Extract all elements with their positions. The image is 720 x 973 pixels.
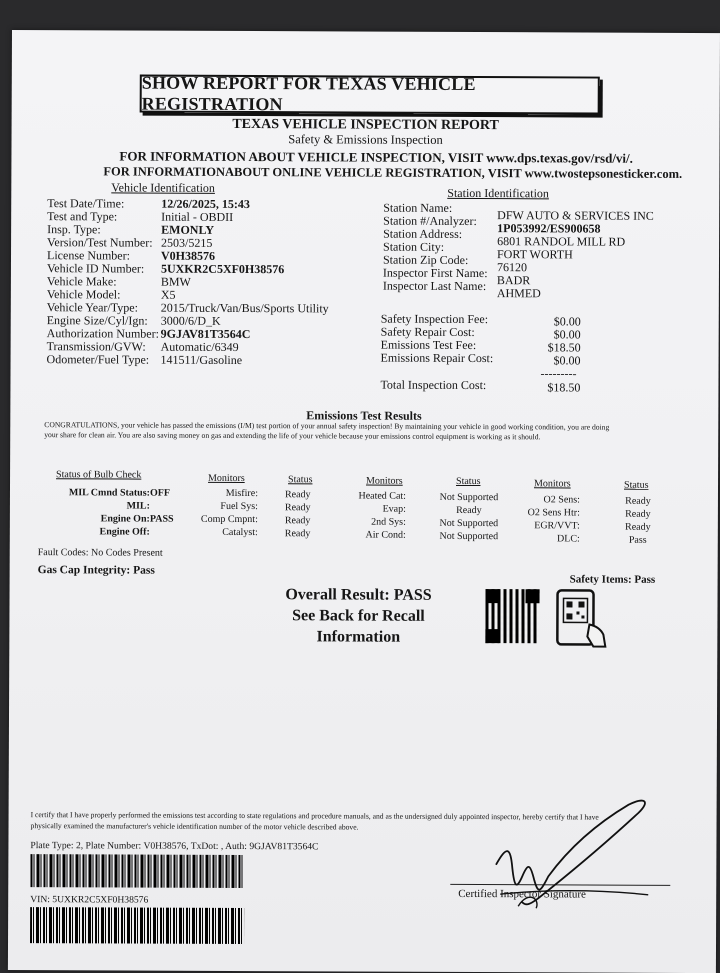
info-line-registration: FOR INFORMATIONABOUT ONLINE VEHICLE REGISTRATION, VISIT www.twostepsonesticker.com. <box>103 164 683 181</box>
label-safety-repair: Safety Repair Cost: <box>380 324 475 340</box>
fee-labels <box>381 313 494 365</box>
label-emissions-fee: Emissions Test Fee: <box>380 337 477 353</box>
value-inspector-last: AHMED <box>496 286 541 301</box>
label-station-address: Station Address: <box>383 226 463 241</box>
value-mil <box>150 500 174 513</box>
monitor-catalyst: Catalyst: <box>222 526 258 539</box>
label-mil: MIL: <box>126 500 150 512</box>
recall-line-2: Information <box>316 628 401 646</box>
value-engine: 3000/6/D_K <box>160 313 221 328</box>
signature-label: Certified Inspector Signature <box>458 887 586 901</box>
status-dlc: Pass <box>628 534 647 546</box>
status-catalyst: Ready <box>284 528 311 540</box>
inspection-report-page <box>8 30 720 973</box>
monitor-o2-sens: O2 Sens: <box>543 494 580 506</box>
recall-line-1: See Back for Recall <box>292 607 425 625</box>
value-insp-type: EMONLY <box>161 222 215 237</box>
phone-scan-icon <box>549 584 613 648</box>
congrats-text-2: your share for clean air. You are also saving money on gas and extending the life of your vehicle because your emissions control equipment is working as it should. <box>44 430 541 442</box>
bulb-values <box>150 487 174 539</box>
certification-text-2: physically examined the manufacturer's vehicle identification number of the motor vehicle described above. <box>30 821 359 832</box>
status-heading-2: Status <box>456 475 481 488</box>
safety-items: Safety Items: Pass <box>569 573 656 586</box>
label-make: Vehicle Make: <box>46 274 117 289</box>
report-title: TEXAS VEHICLE INSPECTION REPORT <box>232 116 499 134</box>
status-col-2 <box>436 491 502 543</box>
gas-cap-integrity: Gas Cap Integrity: Pass <box>37 564 155 577</box>
vehicle-labels <box>47 197 160 366</box>
label-station-analyzer: Station #/Analyzer: <box>383 213 477 229</box>
show-report-banner: SHOW REPORT FOR TEXAS VEHICLE REGISTRATION <box>140 75 600 115</box>
label-vin: Vehicle ID Number: <box>46 261 145 276</box>
value-safety-fee: $0.00 <box>553 314 581 329</box>
label-version: Version/Test Number: <box>47 235 153 250</box>
status-heading-1: Status <box>288 474 313 486</box>
status-col-3 <box>620 495 656 547</box>
overall-result-line: Overall Result: PASS <box>285 586 432 604</box>
value-vin: 5UXKR2C5XF0H38576 <box>160 261 285 277</box>
value-station-zip: 76120 <box>496 260 528 275</box>
label-transmission: Transmission/GVW: <box>46 339 146 354</box>
label-test-type: Test and Type: <box>47 209 118 224</box>
value-transmission: Automatic/6349 <box>160 339 239 354</box>
label-engine: Engine Size/Cyl/Ign: <box>46 313 148 328</box>
value-authorization: 9GJAV81T3564C <box>160 326 251 342</box>
value-odometer: 141511/Gasoline <box>160 352 243 368</box>
status-2nd-sys: Not Supported <box>439 517 499 530</box>
emissions-heading: Emissions Test Results <box>306 408 422 423</box>
status-comp-cmpnt: Ready <box>284 515 311 527</box>
status-air-cond: Not Supported <box>439 530 499 543</box>
vehicle-values <box>161 198 330 368</box>
label-station-name: Station Name: <box>383 200 453 215</box>
label-test-date: Test Date/Time: <box>47 196 125 211</box>
vin-line: VIN: 5UXKR2C5XF0H38576 <box>30 894 149 906</box>
value-station-city: FORT WORTH <box>496 247 573 262</box>
monitors-heading-2: Monitors <box>366 475 403 487</box>
value-year-type: 2015/Truck/Van/Bus/Sports Utility <box>160 300 329 316</box>
value-station-analyzer: 1P053992/ES900658 <box>497 221 601 236</box>
station-labels <box>383 202 488 293</box>
overall-result <box>249 584 467 648</box>
label-insp-type: Insp. Type: <box>47 222 101 237</box>
monitor-misfire: Misfire: <box>225 487 259 500</box>
value-emissions-fee: $18.50 <box>547 340 581 355</box>
monitor-heated-cat: Heated Cat: <box>358 490 406 502</box>
station-identification-heading: Station Identification <box>447 185 549 201</box>
status-o2-sens-htr: Ready <box>625 508 651 520</box>
qr-code <box>485 589 539 643</box>
value-engine-on: PASS <box>149 513 174 525</box>
label-license: License Number: <box>46 248 131 263</box>
value-mil-cmnd: OFF <box>149 487 171 499</box>
status-col-1 <box>285 488 311 540</box>
value-safety-repair: $0.00 <box>553 327 581 342</box>
monitors-col-3 <box>510 493 580 545</box>
label-station-city: Station City: <box>383 239 445 254</box>
value-emissions-repair: $0.00 <box>553 353 581 368</box>
bulb-check-heading: Status of Bulb Check <box>56 469 142 481</box>
monitors-col-1 <box>180 487 258 539</box>
status-evap: Ready <box>456 504 482 517</box>
monitor-o2-sens-htr: O2 Sens Htr: <box>527 507 580 519</box>
monitor-comp-cmpnt: Comp Cmpnt: <box>200 513 258 526</box>
inspector-signature <box>478 794 679 915</box>
bulb-labels <box>34 486 150 539</box>
label-model: Vehicle Model: <box>46 287 121 302</box>
congrats-text-1: CONGRATULATIONS, your vehicle has passed the emissions (I/M) test portion of your annual safety inspection! By maintaining your vehicle in good working condition, you are doing <box>44 420 610 432</box>
label-station-zip: Station Zip Code: <box>382 252 469 267</box>
label-inspector-first: Inspector First Name: <box>382 265 488 281</box>
total-cost-label: Total Inspection Cost: <box>380 377 487 393</box>
label-safety-fee: Safety Inspection Fee: <box>380 311 489 327</box>
status-egr-vvt: Ready <box>625 521 651 533</box>
value-make: BMW <box>160 274 191 289</box>
label-mil-cmnd: MIL Cmnd Status: <box>68 487 151 499</box>
monitor-dlc: DLC: <box>556 533 580 545</box>
fee-values <box>533 315 581 367</box>
value-license: V0H38576 <box>160 248 216 263</box>
label-odometer: Odometer/Fuel Type: <box>46 352 150 367</box>
plate-line: Plate Type: 2, Plate Number: V0H38576, TxDot: , Auth: 9GJAV81T3564C <box>30 840 319 853</box>
value-version: 2503/5215 <box>161 235 213 250</box>
label-engine-on: Engine On: <box>100 513 150 525</box>
fee-separator: --------- <box>540 366 577 381</box>
monitor-egr-vvt: EGR/VVT: <box>534 520 580 532</box>
monitor-fuel-sys: Fuel Sys: <box>220 500 258 513</box>
label-year-type: Vehicle Year/Type: <box>46 300 138 315</box>
certification-text-1: I certify that I have properly performed the emissions test according to state regulations and procedure manuals, and as the undersigned duly appointed inspector, hereby certify that I have <box>30 810 599 822</box>
info-line-inspection: FOR INFORMATION ABOUT VEHICLE INSPECTION, VISIT www.dps.texas.gov/rsd/vi/. <box>119 148 633 166</box>
label-emissions-repair: Emissions Repair Cost: <box>380 350 494 366</box>
total-cost-value: $18.50 <box>547 380 581 395</box>
label-authorization: Authorization Number: <box>46 326 160 341</box>
vehicle-identification-heading: Vehicle Identification <box>111 180 215 195</box>
value-inspector-first: BADR <box>496 273 531 288</box>
status-heated-cat: Not Supported <box>439 491 499 504</box>
plate-barcode <box>30 854 244 888</box>
value-model: X5 <box>160 287 176 302</box>
monitors-heading-1: Monitors <box>208 472 245 485</box>
monitor-evap: Evap: <box>382 503 406 515</box>
value-station-address: 6801 RANDOL MILL RD <box>497 234 626 249</box>
status-misfire: Ready <box>284 489 311 501</box>
fault-codes: Fault Codes: No Codes Present <box>37 547 163 559</box>
status-fuel-sys: Ready <box>284 502 311 514</box>
value-station-name: DFW AUTO & SERVICES INC <box>497 208 654 223</box>
status-heading-3: Status <box>623 479 649 491</box>
label-inspector-last: Inspector Last Name: <box>382 278 487 294</box>
station-values <box>497 209 654 301</box>
vin-barcode <box>30 907 244 944</box>
value-test-date: 12/26/2025, 15:43 <box>161 196 250 212</box>
monitors-col-2 <box>336 489 406 541</box>
monitor-air-cond: Air Cond: <box>365 529 406 541</box>
monitor-2nd-sys: 2nd Sys: <box>371 516 406 528</box>
status-o2-sens: Ready <box>625 495 651 507</box>
report-subtitle: Safety & Emissions Inspection <box>288 132 443 147</box>
value-engine-off <box>150 526 174 539</box>
monitors-heading-3: Monitors <box>534 478 571 490</box>
value-test-type: Initial - OBDII <box>161 209 234 224</box>
label-engine-off: Engine Off: <box>99 526 150 538</box>
